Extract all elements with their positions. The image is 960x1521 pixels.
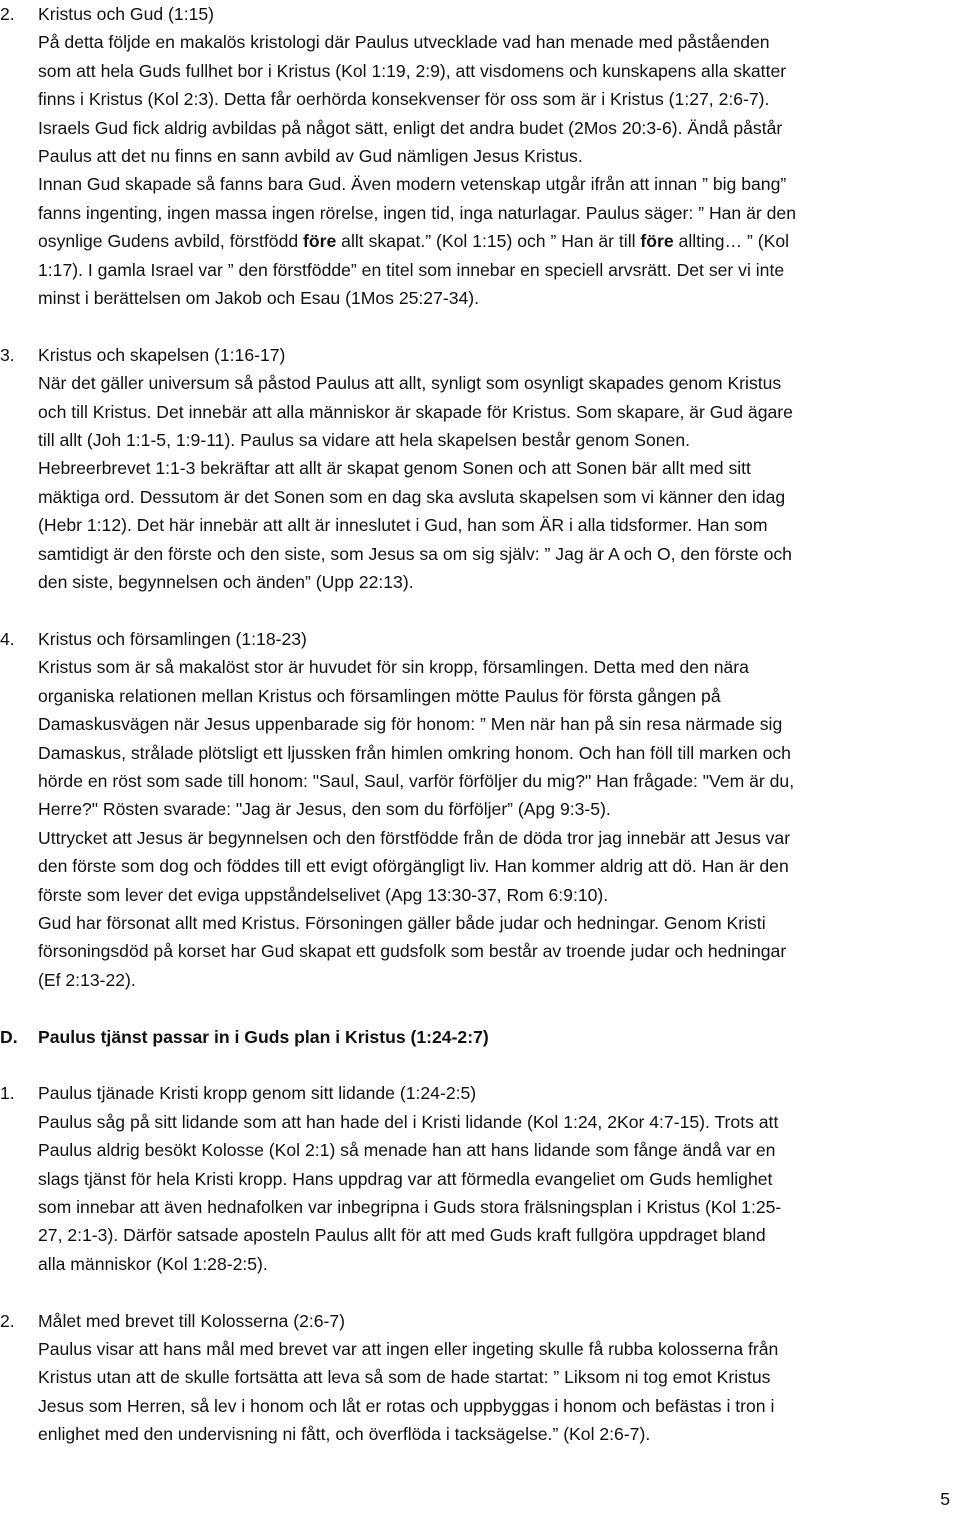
text-line: Jesus som Herren, så lev i honom och låt er rotas och uppbyggas i honom och befästas i tron i <box>38 1395 775 1416</box>
item-heading: Målet med brevet till Kolosserna (2:6-7) <box>38 1310 346 1331</box>
text-line: hörde en röst som sade till honom: "Saul, Saul, varför förföljer du mig?" Han frågade: "Vem är du, <box>38 770 795 791</box>
list-item-malet-med-brevet <box>0 1307 960 1449</box>
item-number: 2. <box>0 1310 15 1331</box>
item-heading: Kristus och församlingen (1:18-23) <box>38 628 307 649</box>
list-item-kristus-och-skapelsen <box>0 341 960 597</box>
text-line: fanns ingenting, ingen massa ingen rörelse, ingen tid, inga naturlagar. Paulus säger: ” Han är den <box>38 202 796 223</box>
text-line: Paulus visar att hans mål med brevet var att ingen eller ingeting skulle få rubba kolosserna från <box>38 1339 779 1360</box>
section-letter: D. <box>0 1026 18 1047</box>
item-number: 4. <box>0 628 15 649</box>
text-line: och till Kristus. Det innebär att alla människor är skapade för Kristus. Som skapare, är Gud ägare <box>38 401 793 422</box>
spacer <box>0 1278 960 1306</box>
text-line: den förste som dog och föddes till ett evigt oförgängligt liv. Han kommer aldrig att dö. Han är den <box>38 856 789 877</box>
text-line: Paulus aldrig besökt Kolosse (Kol 2:1) så menade han att hans lidande som fånge ändå var en <box>38 1140 776 1161</box>
text-line: mäktiga ord. Dessutom är det Sonen som en dag ska avsluta skapelsen som vi känner den idag <box>38 486 786 507</box>
item-heading: Kristus och Gud (1:15) <box>38 4 215 24</box>
text-line: På detta följde en makalös kristologi där Paulus utvecklade vad han menade med påståenden <box>38 32 770 53</box>
spacer <box>0 1051 960 1079</box>
text-line: Uttrycket att Jesus är begynnelsen och den förstfödde från de döda tror jag innebär att Jesus var <box>38 827 791 848</box>
text-line: 1:17). I gamla Israel var ” den förstfödde” en titel som innebar en speciell arvsrätt. Det ser vi inte <box>38 259 785 280</box>
text-line: som att hela Guds fullhet bor i Kristus (Kol 1:19, 2:9), att visdomens och kunskapens alla skatter <box>38 60 787 81</box>
text-line: 27, 2:1-3). Därför satsade aposteln Paulus allt för att med Guds kraft fullgöra uppdraget bland <box>38 1225 766 1246</box>
text-line: Kristus utan att de skulle fortsätta att leva så som de hade startat: ” Liksom ni tog emot Kristus <box>38 1367 771 1388</box>
text-line: till allt (Joh 1:1-5, 1:9-11). Paulus sa vidare att hela skapelsen består genom Sonen. <box>38 430 690 451</box>
text-line: Damaskus, strålade plötsligt ett ljussken från himlen omkring honom. Och han föll till marken och <box>38 742 791 763</box>
item-heading: Kristus och skapelsen (1:16-17) <box>38 344 286 365</box>
spacer <box>0 312 960 340</box>
text-segment: osynlige Gudens avbild, förstfödd <box>38 231 304 252</box>
text-line: minst i berättelsen om Jakob och Esau (1Mos 25:27-34). <box>38 288 480 309</box>
item-heading: Paulus tjänade Kristi kropp genom sitt lidande (1:24-2:5) <box>38 1083 477 1104</box>
list-item-paulus-tjanade <box>0 1079 960 1278</box>
text-line-with-emphasis <box>38 227 960 255</box>
text-line: samtidigt är den förste och den siste, som Jesus sa om sig själv: ” Jag är A och O, den förste och <box>38 543 792 564</box>
text-line: Hebreerbrevet 1:1-3 bekräftar att allt är skapat genom Sonen och att Sonen bär allt med sitt <box>38 458 751 479</box>
text-line: Paulus att det nu finns en sann avbild av Gud nämligen Jesus Kristus. <box>38 146 583 167</box>
item-number: 2. <box>0 4 15 24</box>
text-line: Damaskusvägen när Jesus uppenbarade sig för honom: ” Men när han på sin resa närmade sig <box>38 714 783 735</box>
text-line: förste som lever det eviga uppståndelselivet (Apg 13:30-37, Rom 6:9:10). <box>38 884 609 905</box>
text-line: organiska relationen mellan Kristus och församlingen mötte Paulus för första gången på <box>38 685 721 706</box>
page-number: 5 <box>940 1489 950 1509</box>
text-line: som innebar att även hednafolken var inbegripna i Guds stora frälsningsplan i Kristus (Kol 1:25- <box>38 1197 782 1217</box>
text-line: försoningsdöd på korset har Gud skapat ett gudsfolk som består av troende judar och hedningar <box>38 941 787 962</box>
text-line: Herre?" Rösten svarade: "Jag är Jesus, den som du förföljer” (Apg 9:3-5). <box>38 799 611 820</box>
text-line: finns i Kristus (Kol 2:3). Detta får oerhörda konsekvenser för oss som är i Kristus (1:27, 2:6-7). <box>38 89 770 110</box>
list-item-kristus-och-forsamlingen <box>0 625 960 994</box>
spacer <box>0 597 960 625</box>
emphasis-fore: före <box>640 231 674 252</box>
text-line: Paulus såg på sitt lidande som att han hade del i Kristi lidande (Kol 1:24, 2Kor 4:7-15). Trots att <box>38 1111 779 1132</box>
text-line: (Ef 2:13-22). <box>38 969 136 990</box>
emphasis-fore: före <box>303 231 337 252</box>
text-line: enlighet med den undervisning ni fått, och överflöda i tacksägelse.” (Kol 2:6-7). <box>38 1424 651 1445</box>
text-line: (Hebr 1:12). Det här innebär att allt är inneslutet i Gud, han som ÄR i alla tidsformer. Han som <box>38 515 768 536</box>
item-number: 1. <box>0 1083 15 1104</box>
section-heading-d <box>0 1023 960 1051</box>
text-line: den siste, begynnelsen och änden” (Upp 22:13). <box>38 572 414 593</box>
text-line: Kristus som är så makalöst stor är huvudet för sin kropp, församlingen. Detta med den nära <box>38 657 749 678</box>
text-line: slags tjänst för hela Kristi kropp. Hans uppdrag var att förmedla evangeliet om Guds hemlighet <box>38 1168 773 1189</box>
text-segment: allting… ” (Kol <box>673 231 790 252</box>
text-line: Innan Gud skapade så fanns bara Gud. Även modern vetenskap utgår ifrån att innan ” big bang” <box>38 174 787 195</box>
text-segment: allt skapat.” (Kol 1:15) och ” Han är till <box>336 231 641 252</box>
section-title: Paulus tjänst passar in i Guds plan i Kristus (1:24-2:7) <box>38 1026 489 1047</box>
spacer <box>0 994 960 1022</box>
list-item-kristus-och-gud <box>0 0 960 312</box>
text-line: Gud har försonat allt med Kristus. Försoningen gäller både judar och hedningar. Genom Kristi <box>38 912 766 933</box>
text-line: När det gäller universum så påstod Paulus att allt, synligt som osynligt skapades genom Kristus <box>38 373 782 394</box>
text-line: alla människor (Kol 1:28-2:5). <box>38 1253 268 1274</box>
text-line: Israels Gud fick aldrig avbildas på något sätt, enligt det andra budet (2Mos 20:3-6). Ändå påstår <box>38 117 783 138</box>
item-number: 3. <box>0 344 15 365</box>
